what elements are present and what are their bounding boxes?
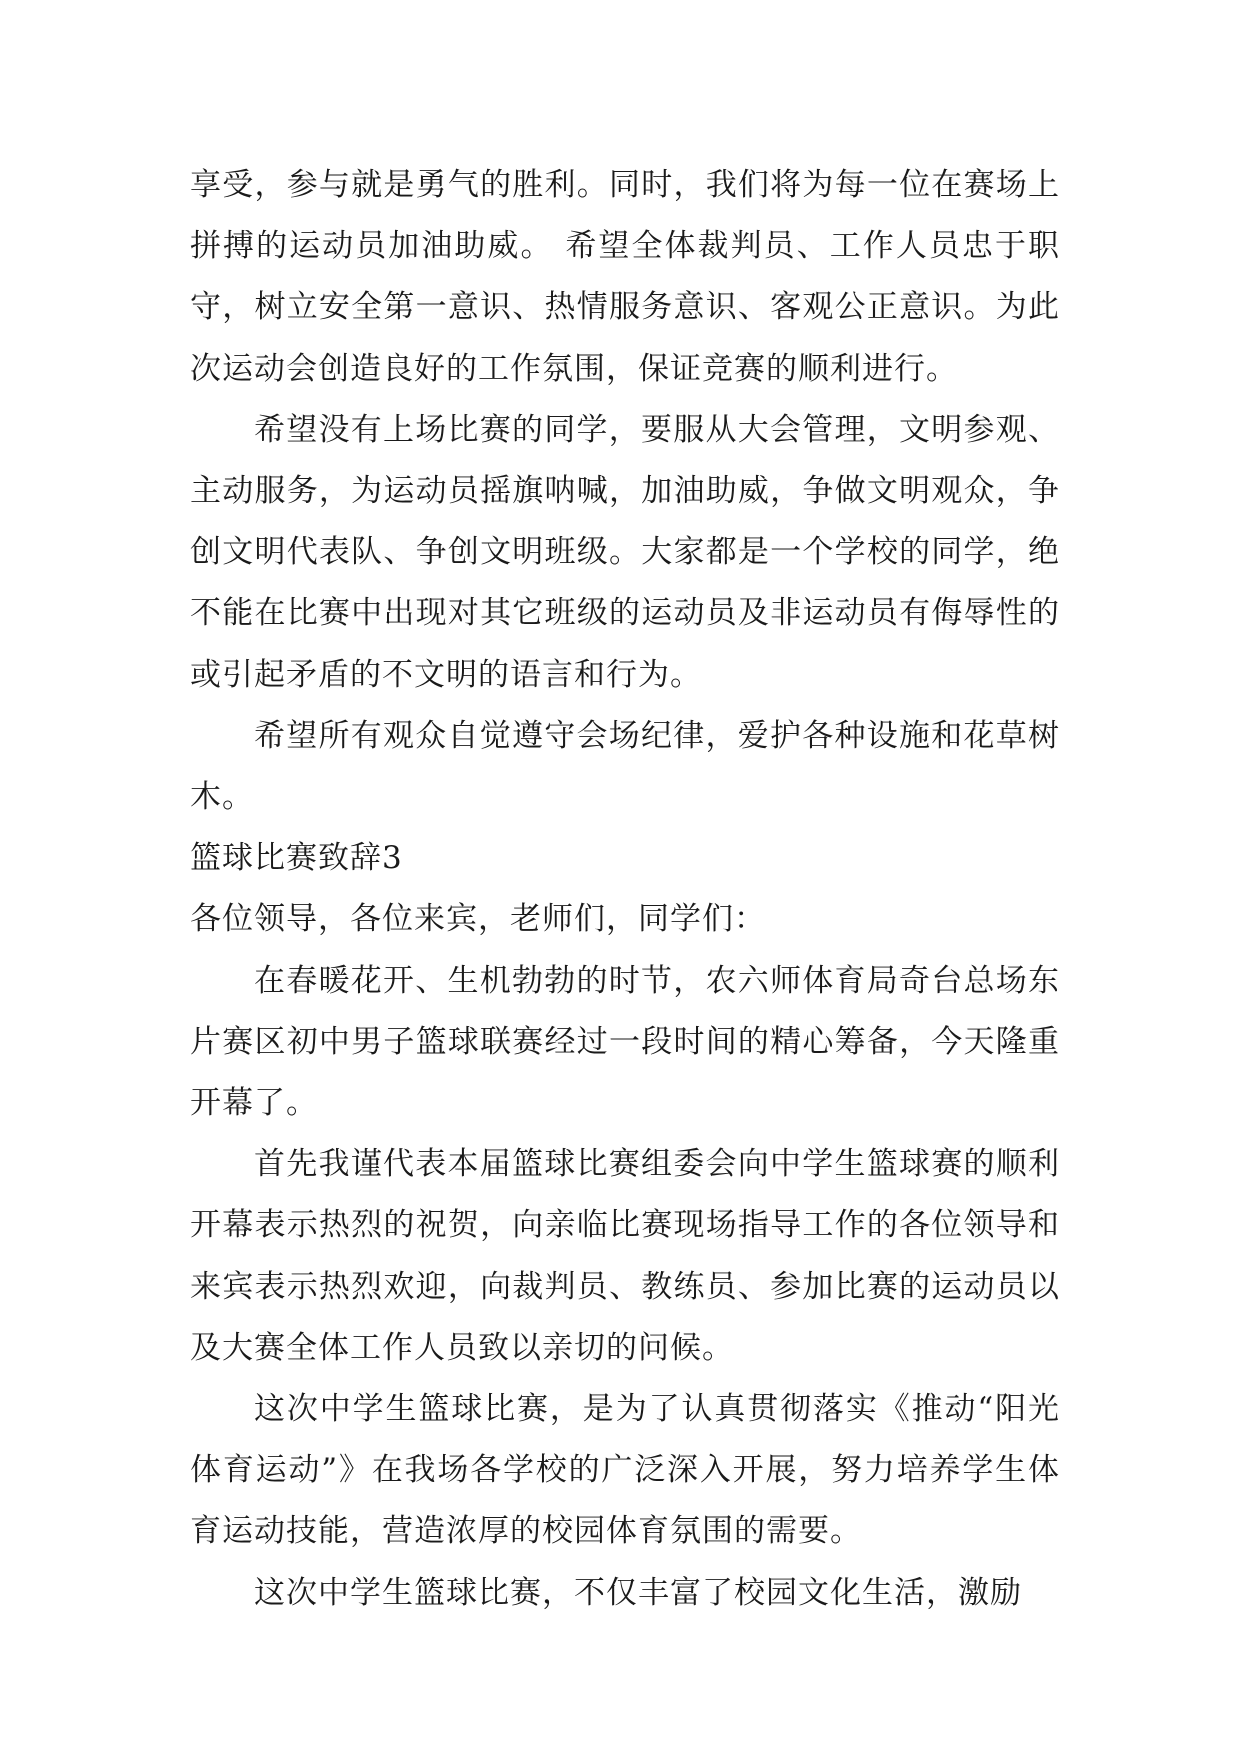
section-heading: 篮球比赛致辞3 — [190, 840, 403, 877]
paragraph-8: 这次中学生篮球比赛，是为了认真贯彻落实《推动“阳光体育运动”》在我场各学校的广泛深入开展，努力培养学生体育运动技能，营造浓厚的校园体育氛围的需要。 — [190, 1391, 1060, 1550]
paragraph-9: 这次中学生篮球比赛，不仅丰富了校园文化生活，激励 — [254, 1574, 1022, 1611]
paragraph-2: 希望没有上场比赛的同学，要服从大会管理，文明参观、主动服务，为运动员摇旗呐喊，加油助威，争做文明观众，争创文明代表队、争创文明班级。大家都是一个学校的同学，绝不能在比赛中出现对其它班级的运动员及非运动员有侮辱性的或引起矛盾的不文明的语言和行为。 — [190, 411, 1060, 693]
paragraph-7: 首先我谨代表本届篮球比赛组委会向中学生篮球赛的顺利开幕表示热烈的祝贺，向亲临比赛现场指导工作的各位领导和来宾表示热烈欢迎，向裁判员、教练员、参加比赛的运动员以及大赛全体工作人员致以亲切的问候。 — [190, 1146, 1060, 1366]
paragraph-3: 希望所有观众自觉遵守会场纪律，爱护各种设施和花草树木。 — [190, 717, 1060, 816]
document-body — [190, 155, 1060, 1624]
salutation: 各位领导，各位来宾，老师们，同学们： — [190, 901, 766, 938]
paragraph-1: 享受，参与就是勇气的胜利。同时，我们将为每一位在赛场上拼搏的运动员加油助威。 希望全体裁判员、工作人员忠于职守，树立安全第一意识、热情服务意识、客观公正意识。为此次运动会创造良好的工作氛围，保证竞赛的顺利进行。 — [190, 167, 1060, 387]
paragraph-6: 在春暖花开、生机勃勃的时节，农六师体育局奇台总场东片赛区初中男子篮球联赛经过一段时间的精心筹备，今天隆重开幕了。 — [190, 962, 1060, 1122]
